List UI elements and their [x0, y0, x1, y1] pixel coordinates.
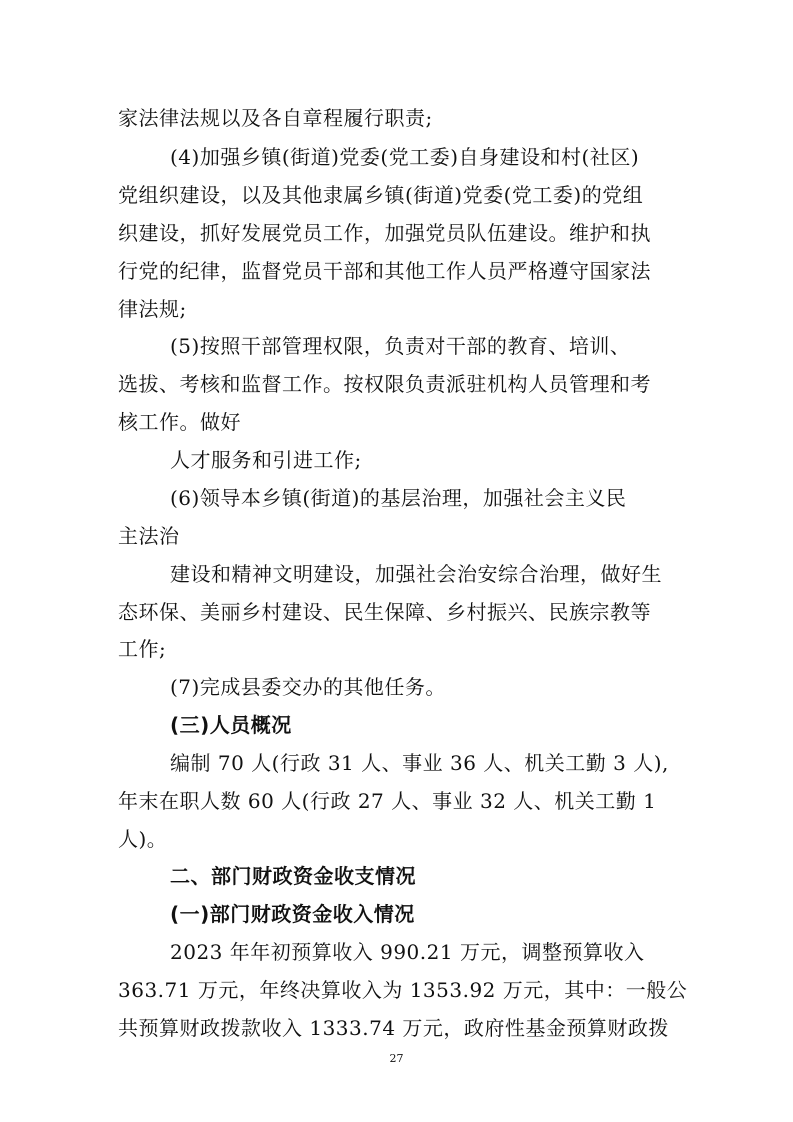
text-line: 主法治 [118, 524, 180, 548]
text-line: 编制 70 人(行政 31 人、事业 36 人、机关工勤 3 人), [170, 751, 669, 775]
text-line: 织建设，抓好发展党员工作，加强党员队伍建设。维护和执 [118, 221, 651, 245]
text-line: (6)领导本乡镇(街道)的基层治理，加强社会主义民 [170, 486, 627, 510]
text-line: (7)完成县委交办的其他任务。 [170, 675, 446, 699]
text-line: 选拔、考核和监督工作。按权限负责派驻机构人员管理和考 [118, 372, 651, 396]
text-line: 核工作。做好 [118, 410, 241, 434]
text-line: 党组织建设，以及其他隶属乡镇(街道)党委(党工委)的党组 [118, 183, 644, 207]
text-line: 共预算财政拨款收入 1333.74 万元，政府性基金预算财政拨 [118, 1016, 669, 1040]
text-line: 年末在职人数 60 人(行政 27 人、事业 32 人、机关工勤 1 [118, 789, 657, 813]
section-heading: (一)部门财政资金收入情况 [170, 902, 415, 926]
text-line: 人)。 [118, 827, 168, 851]
section-heading: (三)人员概况 [170, 713, 292, 737]
text-line: 态环保、美丽乡村建设、民生保障、乡村振兴、民族宗教等 [118, 600, 651, 624]
text-line: 工作; [118, 637, 167, 661]
page-number: 27 [389, 1052, 404, 1065]
text-line: 2023 年年初预算收入 990.21 万元，调整预算收入 [170, 940, 645, 964]
text-line: (4)加强乡镇(街道)党委(党工委)自身建设和村(社区) [170, 145, 640, 169]
text-line: (5)按照干部管理权限，负责对干部的教育、培训、 [170, 334, 631, 358]
text-line: 人才服务和引进工作; [170, 448, 362, 472]
text-line: 行党的纪律，监督党员干部和其他工作人员严格遵守国家法 [118, 259, 651, 283]
text-line: 建设和精神文明建设，加强社会治安综合治理，做好生 [170, 562, 662, 586]
text-line: 家法律法规以及各自章程履行职责; [118, 106, 433, 130]
section-heading: 二、部门财政资金收支情况 [170, 864, 416, 888]
text-line: 363.71 万元，年终决算收入为 1353.92 万元，其中：一般公 [118, 978, 688, 1002]
text-line: 律法规; [118, 297, 187, 321]
